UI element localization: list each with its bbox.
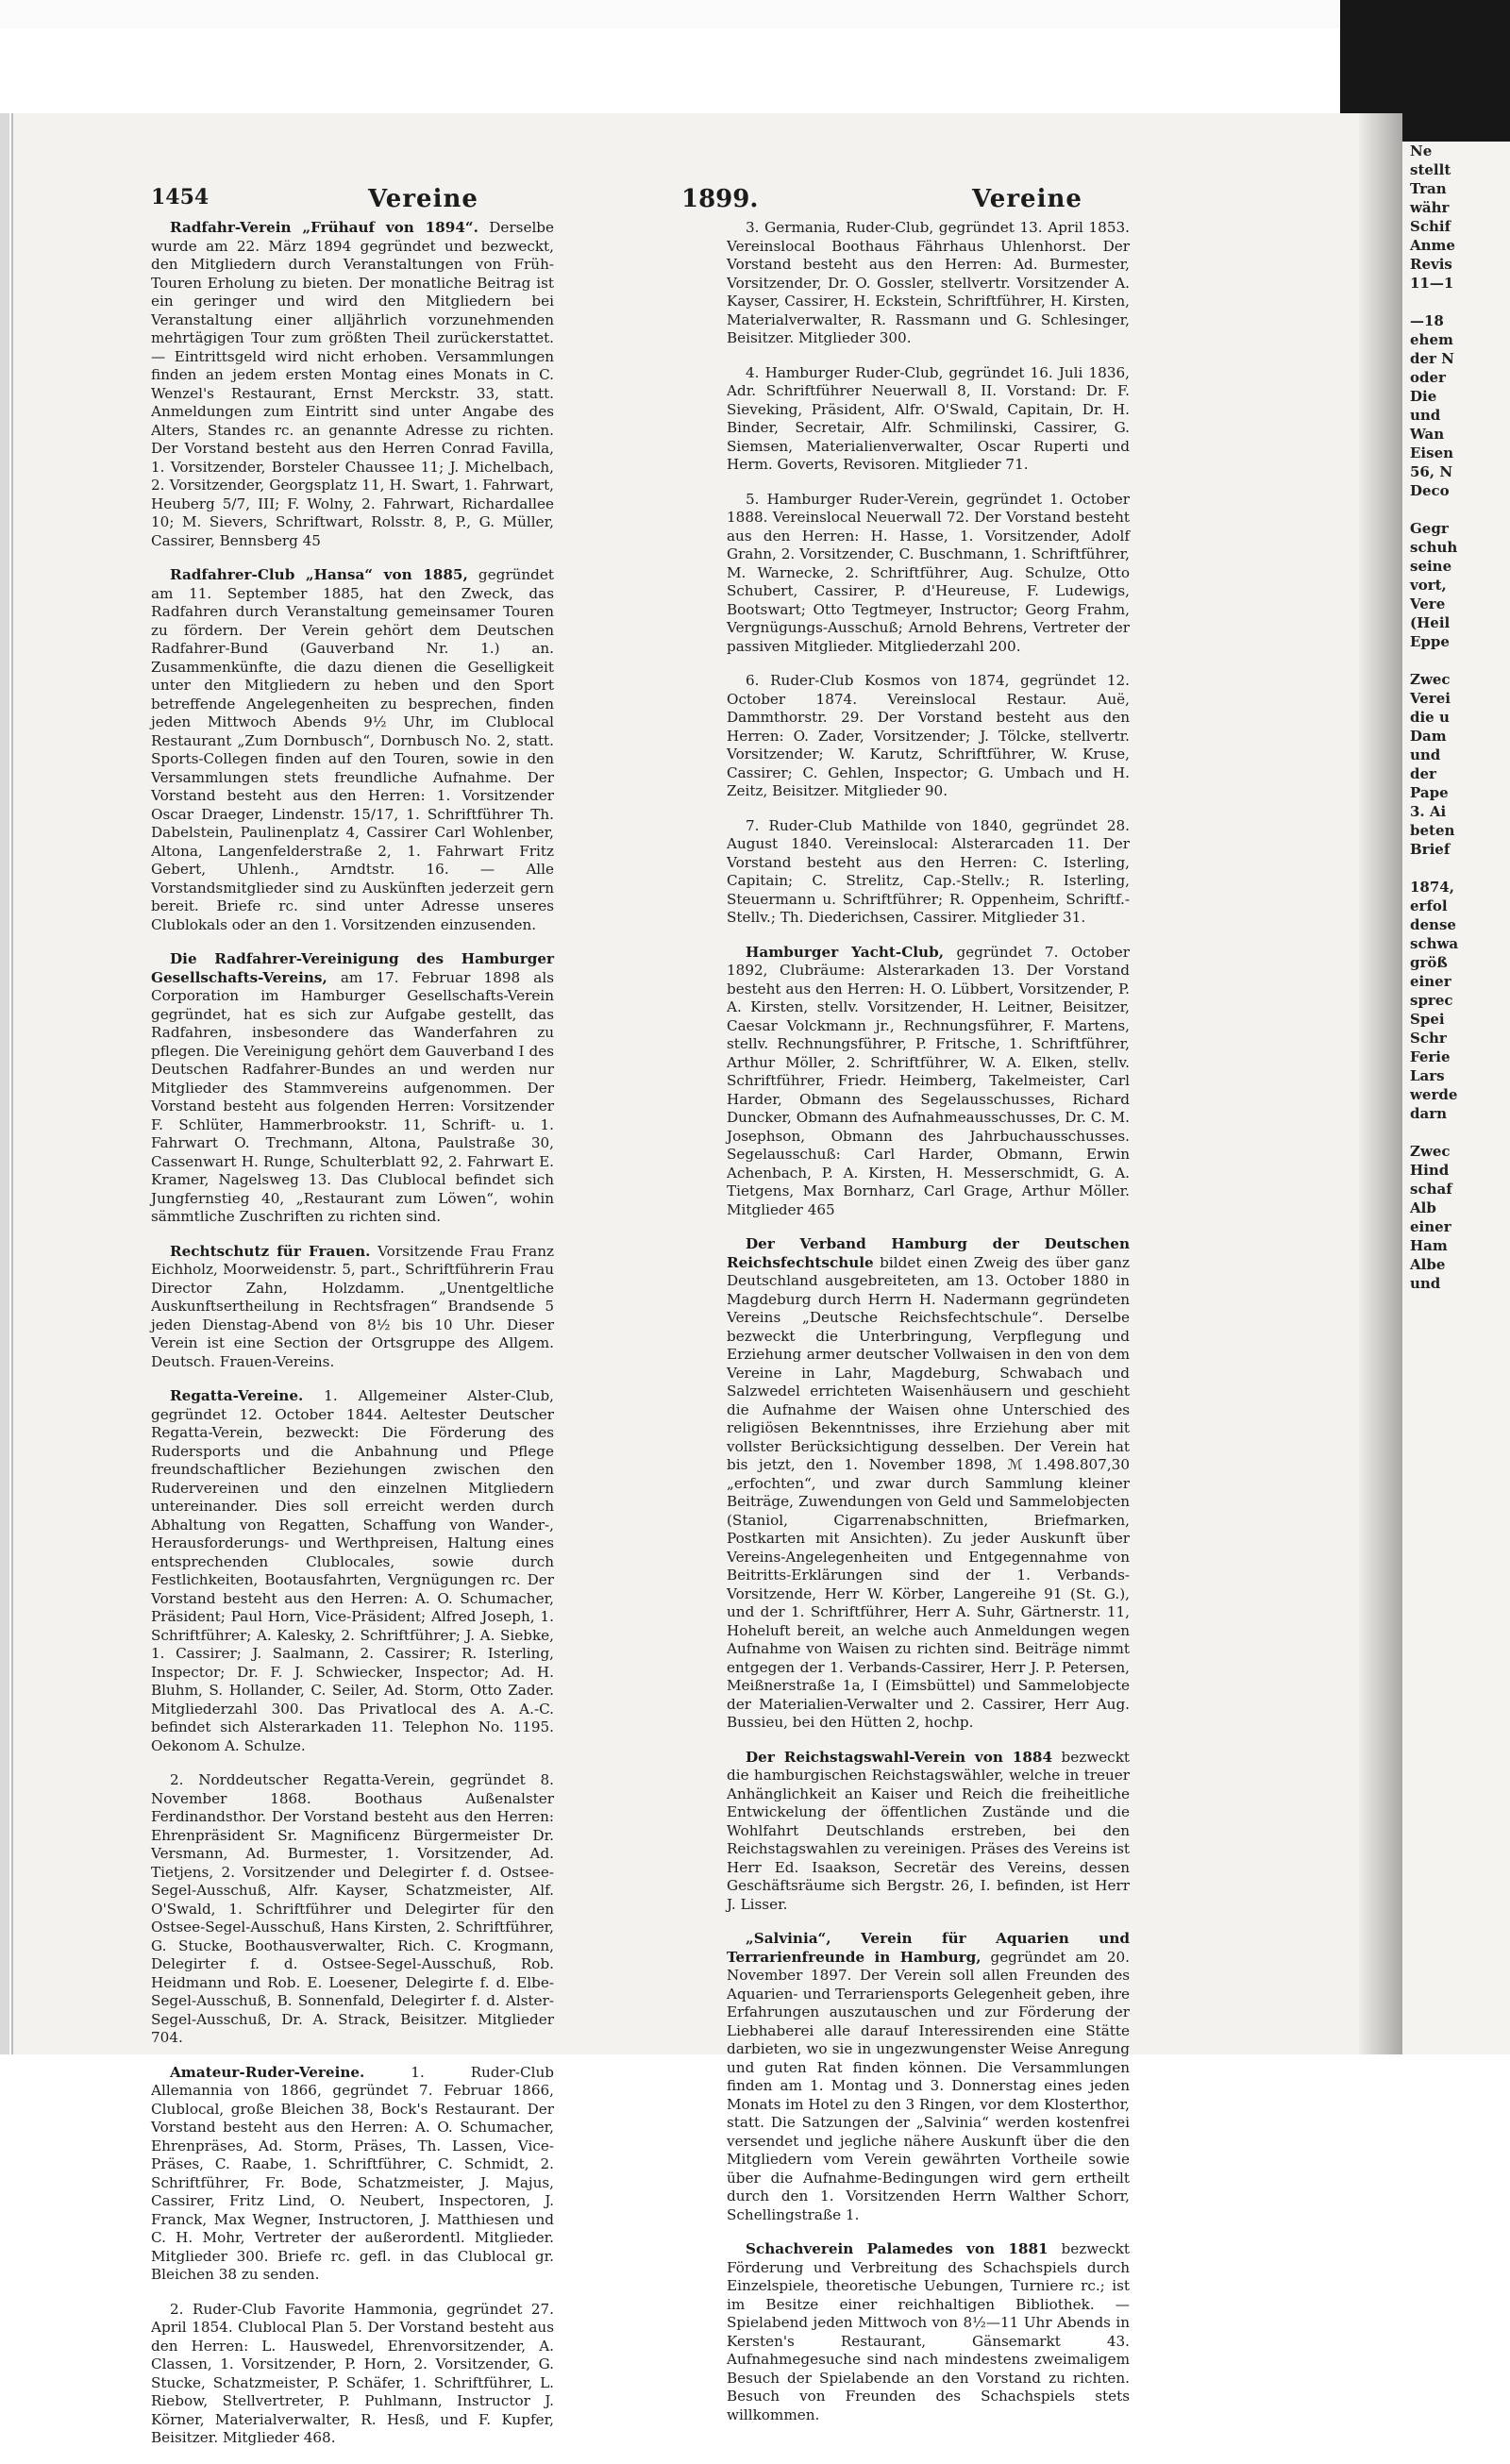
club-entry bbox=[151, 1387, 554, 1755]
scan-background bbox=[0, 0, 1510, 28]
adjacent-page-text: Vere bbox=[1410, 595, 1446, 612]
club-entry bbox=[727, 491, 1130, 657]
adjacent-page-text: schaf bbox=[1410, 1181, 1452, 1198]
club-description: 2. Ruder-Club Favorite Hammonia, gegründet 27. April 1854. Clublocal Plan 5. Der Vorstand besteht aus den Herren: L. Hauswedel, Ehrenvorsitzender, A. Classen, 1. Vorsitzender, P. Horn, 2. Vorsitzender, G. Stucke, Schatzmeister, P. Schäfer, 1. Schriftführer, L. Riebow, Stellvertreter, P. Puhlmann, Instructor J. Körner, Materialverwalter, R. Hesß, und F. Kupfer, Beisitzer. Mitglieder 468. bbox=[151, 2300, 554, 2446]
adjacent-page-text: und bbox=[1410, 746, 1441, 763]
adjacent-page-fragment bbox=[1402, 142, 1510, 2054]
club-entry bbox=[151, 2301, 554, 2448]
club-description: Vorsitzende Frau Franz Eichholz, Moorweidenstr. 5, part., Schriftführerin Frau Director Zahn, Holzdamm. „Unentgeltliche Auskunftsertheilung in Rechtsfragen“ Brandsende 5 jeden Dienstag-Abend von 8½ bis 10 Uhr. Dieser Verein ist eine Section der Ortsgruppe des Allgem. Deutsch. Frauen-Vereins. bbox=[151, 1242, 554, 1370]
adjacent-page-text: dense bbox=[1410, 916, 1456, 933]
club-name: Rechtschutz für Frauen. bbox=[170, 1242, 371, 1260]
header-year: 1899. bbox=[681, 185, 759, 213]
adjacent-page-text: Lars bbox=[1410, 1067, 1445, 1084]
adjacent-page-text: Dam bbox=[1410, 728, 1447, 745]
club-name: Der Reichstagswahl-Verein von 1884 bbox=[746, 1748, 1053, 1766]
adjacent-page-text: Brief bbox=[1410, 841, 1451, 858]
club-entry bbox=[727, 672, 1130, 801]
club-entry bbox=[727, 219, 1130, 348]
adjacent-page-text: —18 bbox=[1410, 312, 1444, 329]
club-description: bezweckt Förderung und Verbreitung des Schachspiels durch Einzelspiele, theoretische Uebungen, Turniere rc.; ist im Besitze einer reichhaltigen Bibliothek. — Spielabend jeden Mittwoch von 8½—11 Uhr Abends in Kersten's Restaurant, Gänsemarkt 43. Aufnahmegesuche sind nach mindestens zweimaligem Besuch der Spielabende an den Vorstand zu richten. Besuch von Freunden des Schachspiels stets willkommen. bbox=[727, 2240, 1131, 2423]
adjacent-page-text: der bbox=[1410, 765, 1436, 782]
club-name: Regatta-Vereine. bbox=[170, 1387, 304, 1404]
running-header bbox=[151, 185, 1082, 219]
adjacent-page-text: sprec bbox=[1410, 992, 1453, 1009]
page-number: 1454 bbox=[151, 185, 210, 210]
adjacent-page-text: stellt bbox=[1410, 161, 1451, 178]
book-gutter bbox=[1359, 113, 1402, 2054]
adjacent-page-text: 56, N bbox=[1410, 463, 1453, 480]
adjacent-page-text: darn bbox=[1410, 1105, 1448, 1122]
club-name: Radfahr-Verein „Frühauf von 1894“. bbox=[170, 219, 478, 236]
adjacent-page-text: Ne bbox=[1410, 142, 1433, 159]
club-description: 2. Norddeutscher Regatta-Verein, gegründet 8. November 1868. Boothaus Außenalster Ferdinandsthor. Der Vorstand besteht aus den Herren: Ehrenpräsident Sr. Magnificenz Bürgermeister Dr. Versmann, Ad. Burmester, 1. Vorsitzender, Ad. Tietjens, 2. Vorsitzender und Delegirter f. d. Ostsee-Segel-Ausschuß, Alfr. Kayser, Schatzmeister, Alf. O'Swald, 1. Schriftführer und Delegirter für den Ostsee-Segel-Ausschuß, Hans Kirsten, 2. Schriftführer, G. Stucke, Boothausverwalter, Rich. C. Krogmann, Delegirter f. d. Ostsee-Segel-Ausschuß, Rob. Heidmann und Rob. E. Loesener, Delegirte f. d. Elbe-Segel-Ausschuß, B. Sonnenfald, Delegirter f. d. Alster-Segel-Ausschuß, Dr. A. Strack, Beisitzer. Mitglieder 704. bbox=[151, 1771, 554, 2046]
club-name: Die Radfahrer-Vereinigung des Hamburger Gesellschafts-Vereins, bbox=[151, 950, 554, 986]
adjacent-page-text: erfol bbox=[1410, 897, 1448, 914]
adjacent-page-text: Ham bbox=[1410, 1237, 1448, 1254]
header-right-title: Vereine bbox=[972, 185, 1082, 213]
club-description: Derselbe wurde am 22. März 1894 gegründet und bezweckt, den Mitgliedern durch Veranstaltungen von Früh-Touren Erholung zu bieten. Der monatliche Beitrag ist ein geringer und wird den Mitgliedern bei Veranstaltung einer alljährlich vorzunehmenden mehrtägigen Tour zum größten Theil zurückerstattet. — Eintrittsgeld wird nicht erhoben. Versammlungen finden an jedem ersten Montag eines Monats in C. Wenzel's Restaurant, Ernst Merckstr. 33, statt. Anmeldungen zum Eintritt sind unter Angabe des Alters, Standes rc. an genannte Adresse zu richten. Der Vorstand besteht aus den Herren Conrad Favilla, 1. Vorsitzender, Borsteler Chaussee 11; J. Michelbach, 2. Vorsitzender, Georgsplatz 11, H. Swart, 1. Fahrwart, Heuberg 5/7, III; F. Wolny, 2. Fahrwart, Richardallee 10; M. Sievers, Schriftwart, Rolsstr. 8, P., G. Müller, Cassirer, Bennsberg 45 bbox=[151, 219, 555, 549]
club-description: gegründet 7. October 1892, Clubräume: Alsterarkaden 13. Der Vorstand besteht aus den Herren: H. O. Lübbert, Vorsitzender, P. A. Kirsten, stellv. Vorsitzender, H. Leitner, Beisitzer, Caesar Volckmann jr., Rechnungsführer, F. Martens, stellv. Rechnungsführer, P. Fritsche, 1. Schriftführer, Arthur Möller, 2. Schriftführer, W. A. Elken, stellv. Schriftführer, Friedr. Heimberg, Takelmeister, Carl Harder, Obmann des Segelausschusses, Richard Duncker, Obmann des Aufnahmeausschusses, Dr. C. M. Josephson, Obmann des Jahrbuchausschusses. Segelausschuß: Carl Harder, Obmann, Erwin Achenbach, P. A. Kirsten, H. Messerschmidt, G. A. Tietgens, Max Bornharz, Carl Grage, Arthur Möller. Mitglieder 465 bbox=[727, 943, 1131, 1218]
adjacent-page-text bbox=[1402, 293, 1510, 311]
adjacent-page-text: Eppe bbox=[1410, 633, 1450, 650]
club-entry bbox=[151, 1771, 554, 2048]
club-entry bbox=[151, 566, 554, 934]
adjacent-page-text: Eisen bbox=[1410, 444, 1454, 461]
adjacent-page-text: Spei bbox=[1410, 1011, 1445, 1028]
adjacent-page-text: einer bbox=[1410, 973, 1451, 990]
club-description: bezweckt die hamburgischen Reichstagswähler, welche in treuer Anhänglichkeit an Kaiser und Reich die freiheitliche Entwickelung der öffentlichen Zustände und die Wohlfahrt Deutschlands erstreben, bei den Reichstagswahlen zu vereinigen. Präses des Vereins ist Herr Ed. Isaakson, Secretär des Vereins, dessen Geschäftsräume sich Bergstr. 26, I. befinden, ist Herr J. Lisser. bbox=[727, 1748, 1130, 1913]
adjacent-page-text: Anme bbox=[1410, 237, 1455, 254]
club-description: 1. Ruder-Club Allemannia von 1866, gegründet 7. Februar 1866, Clublocal, große Bleichen 38, Bock's Restaurant. Der Vorstand besteht aus den Herren: A. O. Schumacher, Ehrenpräses, Ad. Storm, Präses, Th. Lassen, Vice-Präses, C. Raabe, 1. Schriftführer, C. Schmidt, 2. Schriftführer, Fr. Bode, Schatzmeister, J. Majus, Cassirer, Fritz Lind, O. Neubert, Inspectoren, J. Franck, Max Wegner, Instructoren, J. Matthiesen und C. H. Mohr, Vertreter der außerordentl. Mitglieder. Mitglieder 300. Briefe rc. gefl. in das Clublocal gr. Bleichen 38 zu senden. bbox=[151, 2063, 555, 2283]
header-left-title: Vereine bbox=[368, 185, 478, 213]
club-description: am 17. Februar 1898 als Corporation im Hamburger Gesellschafts-Verein gegründet, hat es sich zur Aufgabe gestellt, das Radfahren, insbesondere das Wanderfahren zu pflegen. Die Vereinigung gehört dem Gauverband I des Deutschen Radfahrer-Bundes an und werden nur Mitglieder des Stammvereins aufgenommen. Der Vorstand besteht aus folgenden Herren: Vorsitzender F. Schlüter, Hammerbrookstr. 11, Schrift- u. 1. Fahrwart O. Trechmann, Altona, Paulstraße 30, Cassenwart H. Runge, Schulterblatt 92, 2. Fahrwart E. Kramer, Nagelsweg 13. Das Clublocal befindet sich Jungfernstieg 40, „Restaurant zum Löwen“, wohin sämmtliche Zuschriften zu richten sind. bbox=[151, 968, 554, 1225]
adjacent-page-text bbox=[1402, 651, 1510, 670]
adjacent-page-text: vort, bbox=[1410, 577, 1447, 594]
club-entry bbox=[151, 1243, 554, 1372]
adjacent-page-text: der N bbox=[1410, 350, 1454, 367]
club-description: 6. Ruder-Club Kosmos von 1874, gegründet 12. October 1874. Vereinslocal Restaur. Auë, Dammthorstr. 29. Der Vorstand besteht aus den Herren: O. Zader, Vorsitzender; J. Tölcke, stellvertr. Vorsitzender; W. Karutz, Schriftführer, W. Kruse, Cassirer; C. Gehlen, Inspector; G. Umbach und H. Zeitz, Beisitzer. Mitglieder 90. bbox=[727, 672, 1130, 799]
adjacent-page-text bbox=[1402, 859, 1510, 878]
adjacent-page-text: Verei bbox=[1410, 690, 1451, 707]
adjacent-page-text: werde bbox=[1410, 1086, 1458, 1103]
adjacent-page-text: Schr bbox=[1410, 1030, 1447, 1047]
adjacent-page-text: 11—1 bbox=[1410, 275, 1454, 292]
adjacent-page-text: Die bbox=[1410, 388, 1437, 405]
club-entry bbox=[727, 944, 1130, 1220]
adjacent-page-text: 1874, bbox=[1410, 879, 1454, 896]
club-name: Amateur-Ruder-Vereine. bbox=[170, 2063, 365, 2081]
club-description: 7. Ruder-Club Mathilde von 1840, gegründet 28. August 1840. Vereinslocal: Alsterarcaden 11. Der Vorstand besteht aus den Herren: C. Isterling, Capitain; C. Strelitz, Cap.-Stellv.; R. Isterling, Steuermann u. Schriftführer; R. Oppenheim, Schriftf.-Stellv.; Th. Diederichsen, Cassirer. Mitglieder 31. bbox=[727, 816, 1130, 926]
adjacent-page-text: beten bbox=[1410, 822, 1455, 839]
club-entry bbox=[727, 817, 1130, 928]
adjacent-page-text: oder bbox=[1410, 369, 1446, 386]
club-name: Der Verband Hamburg der Deutschen Reichsfechtschule bbox=[727, 1235, 1130, 1271]
adjacent-page-text: größ bbox=[1410, 954, 1448, 971]
left-text-column bbox=[151, 219, 554, 2464]
adjacent-page-text: Tran bbox=[1410, 180, 1447, 197]
club-entry bbox=[727, 1749, 1130, 1915]
club-entry bbox=[727, 364, 1130, 475]
adjacent-page-text: währ bbox=[1410, 199, 1450, 216]
adjacent-page-text: Zwec bbox=[1410, 1143, 1451, 1160]
adjacent-page-text: einer bbox=[1410, 1218, 1451, 1235]
adjacent-page-text: Alb bbox=[1410, 1199, 1436, 1216]
adjacent-page-text: Hind bbox=[1410, 1162, 1450, 1179]
adjacent-page-text: Zwec bbox=[1410, 671, 1451, 688]
club-entry bbox=[727, 1930, 1130, 2224]
club-entry bbox=[151, 219, 554, 550]
club-description: 4. Hamburger Ruder-Club, gegründet 16. Juli 1836, Adr. Schriftführer Neuerwall 8, II. Vorstand: Dr. F. Sieveking, Präsident, Alfr. O'Swald, Capitain, Dr. H. Binder, Secretair, Alfr. Schmilinski, Cassirer, G. Siemsen, Materialienverwalter, Oscar Ruperti und Herm. Goverts, Revisoren. Mitglieder 71. bbox=[727, 363, 1130, 473]
adjacent-page-text: seine bbox=[1410, 558, 1452, 575]
right-text-column bbox=[727, 219, 1130, 2440]
club-description: 1. Allgemeiner Alster-Club, gegründet 12. October 1844. Aeltester Deutscher Regatta-Verein, bezweckt: Die Förderung des Rudersports und die Anbahnung und Pflege freundschaftlicher Beziehungen zwischen den Rudervereinen und den einzelnen Mitgliedern untereinander. Dies soll erreicht werden durch Abhaltung von Regatten, Schaffung von Wander-, Herausforderungs- und Werthpreisen, Haltung eines entsprechenden Clublocales, sowie durch Festlichkeiten, Bootausfahrten, Vergnügungen rc. Der Vorstand besteht aus den Herren: A. O. Schumacher, Präsident; Paul Horn, Vice-Präsident; Alfred Joseph, 1. Schriftführer; A. Kalesky, 2. Schriftführer; J. A. Siebke, 1. Cassirer; J. Saalmann, 2. Cassirer; R. Isterling, Inspector; Dr. F. J. Schwiecker, Inspector; Ad. H. Bluhm, S. Hollander, C. Seiler, Ad. Storm, Otto Zader. Mitgliederzahl 300. Das Privatlocal des A. A.-C. befindet sich Alsterarkaden 11. Telephon No. 1195. Oekonom A. Schulze. bbox=[151, 1387, 554, 1754]
adjacent-page-text: Albe bbox=[1410, 1256, 1446, 1273]
adjacent-page-text: Ferie bbox=[1410, 1048, 1451, 1065]
adjacent-page-text: Pape bbox=[1410, 784, 1449, 801]
adjacent-page-text bbox=[1402, 1123, 1510, 1142]
adjacent-page-text: 3. Ai bbox=[1410, 803, 1447, 820]
adjacent-page-text bbox=[1402, 500, 1510, 519]
adjacent-page-text: Revis bbox=[1410, 256, 1452, 273]
adjacent-page-text: Schif bbox=[1410, 218, 1451, 235]
adjacent-page-text: (Heil bbox=[1410, 614, 1451, 631]
club-description: 5. Hamburger Ruder-Verein, gegründet 1. October 1888. Vereinslocal Neuerwall 72. Der Vorstand besteht aus den Herren: H. Hasse, 1. Vorsitzender, Adolf Grahn, 2. Vorsitzender, C. Buschmann, 1. Schriftführer, M. Warnecke, 2. Schriftführer, Aug. Schulze, Otto Schubert, Cassirer, P. d'Heureuse, F. Ludewigs, Bootswart; Otto Tegtmeyer, Instructor; Georg Frahm, Vergnügungs-Ausschuß; Arnold Behrens, Vertreter der passiven Mitglieder. Mitgliederzahl 200. bbox=[727, 490, 1130, 655]
club-name: Schachverein Palamedes von 1881 bbox=[746, 2240, 1049, 2257]
adjacent-page-text: Gegr bbox=[1410, 520, 1449, 537]
adjacent-page-text: die u bbox=[1410, 709, 1450, 726]
club-entry bbox=[151, 950, 554, 1227]
adjacent-page-text: schwa bbox=[1410, 935, 1459, 952]
adjacent-page-text: und bbox=[1410, 1275, 1441, 1292]
club-description: 3. Germania, Ruder-Club, gegründet 13. April 1853. Vereinslocal Boothaus Fährhaus Uhlenhorst. Der Vorstand besteht aus den Herren: Ad. Burmester, Vorsitzender, Dr. O. Gossler, stellvertr. Vorsitzender A. Kayser, Cassirer, H. Eckstein, Schriftführer, H. Kirsten, Materialverwalter, R. Rassmann und G. Schlesinger, Beisitzer. Mitglieder 300. bbox=[727, 219, 1130, 346]
adjacent-page-text: Wan bbox=[1410, 426, 1445, 443]
club-description: gegründet am 11. September 1885, hat den Zweck, das Radfahren durch Veranstaltung gemeinsamer Touren zu fördern. Der Verein gehört dem Deutschen Radfahrer-Bund (Gauverband Nr. 1.) an. Zusammenkünfte, die dazu dienen die Geselligkeit unter den Mitgliedern zu heben und den Sport betreffende Angelegenheiten zu besprechen, finden jeden Mittwoch Abends 9½ Uhr, im Clublocal Restaurant „Zum Dornbusch“, Dornbusch No. 2, statt. Sports-Collegen finden auf den Touren, sowie in den Versammlungen stets freundliche Aufnahme. Der Vorstand besteht aus den Herren: 1. Vorsitzender Oscar Draeger, Lindenstr. 15/17, 1. Schriftführer Th. Dabelstein, Paulinenplatz 4, Cassirer Carl Wohlenber, Altona, Langenfelderstraße 2, 1. Fahrwart Fritz Gebert, Uhlenh., Arndtstr. 16. — Alle Vorstandsmitglieder sind zu Auskünften jederzeit gern bereit. Briefe rc. sind unter Adresse unseres Clublokals oder an den 1. Vorsitzenden einzusenden. bbox=[151, 566, 554, 933]
page-edge-shadow bbox=[0, 113, 9, 2054]
adjacent-page-text: und bbox=[1410, 407, 1441, 424]
club-name: Hamburger Yacht-Club, bbox=[746, 943, 945, 961]
club-description: bildet einen Zweig des über ganz Deutschland ausgebreiteten, am 13. October 1880 in Magdeburg durch Herrn H. Nadermann gegründeten Vereins „Deutsche Reichsfechtschule“. Derselbe bezweckt die Unterbringung, Verpflegung und Erziehung armer deutscher Vollwaisen in den von dem Vereine in Lahr, Magdeburg, Schwabach und Salzwedel errichteten Waisenhäusern und geschieht die Aufnahme der Waisen ohne Unterschied des religiösen Bekenntnisses, ihre Erziehung aber mit vollster Berücksichtigung desselben. Der Verein hat bis jetzt, den 1. November 1898, ℳ 1.498.807,30 „erfochten“, und zwar durch Sammlung kleiner Beiträge, Zuwendungen von Geld und Sammelobjecten (Staniol, Cigarrenabschnitten, Briefmarken, Postkarten mit Ansichten). Zu jeder Auskunft über Vereins-Angelegenheiten und Entgegennahme von Beitritts-Erklärungen sind der 1. Verbands-Vorsitzende, Herr W. Körber, Langereihe 91 (St. G.), und der 1. Schriftführer, Herr A. Suhr, Gärtnerstr. 11, Hoheluft bereit, an welche auch Anmeldungen wegen Aufnahme von Waisen zu richten sind. Beiträge nimmt entgegen der 1. Verbands-Cassirer, Herr J. P. Petersen, Meißnerstraße 1a, I (Eimsbüttel) und Sammelobjecte der Materialien-Verwalter und 2. Cassirer, Herr Aug. Bussieu, bei den Hütten 2, hochp. bbox=[727, 1253, 1130, 1731]
adjacent-page-text: schuh bbox=[1410, 539, 1458, 556]
adjacent-page-text: ehem bbox=[1410, 331, 1453, 348]
club-name: „Salvinia“, Verein für Aquarien und Terrarienfreunde in Hamburg, bbox=[727, 1930, 1130, 1966]
club-name: Radfahrer-Club „Hansa“ von 1885, bbox=[170, 566, 468, 583]
club-entry bbox=[727, 2240, 1130, 2424]
club-entry bbox=[151, 2064, 554, 2285]
club-entry bbox=[727, 1235, 1130, 1733]
club-description: gegründet am 20. November 1897. Der Verein soll allen Freunden des Aquarien- und Terrariensports Gelegenheit geben, ihre Erfahrungen auszutauschen und zur Förderung der Liebhaberei alle darauf Interessirenden eine Stätte darbieten, wo sie in ungezwungenster Weise Anregung und guten Rat finden können. Die Versammlungen finden am 1. Montag und 3. Donnerstag eines jeden Monats im Hotel zu den 3 Ringen, vor dem Klosterthor, statt. Die Satzungen der „Salvinia“ werden kostenfrei versendet und jegliche nähere Auskunft über die den Mitgliedern vom Verein gewährten Vortheile sowie über die Aufnahme-Bedingungen wird gern ertheilt durch den 1. Vorsitzenden Herrn Walther Schorr, Schellingstraße 1. bbox=[727, 1948, 1131, 2223]
adjacent-page-text: Deco bbox=[1410, 482, 1450, 499]
